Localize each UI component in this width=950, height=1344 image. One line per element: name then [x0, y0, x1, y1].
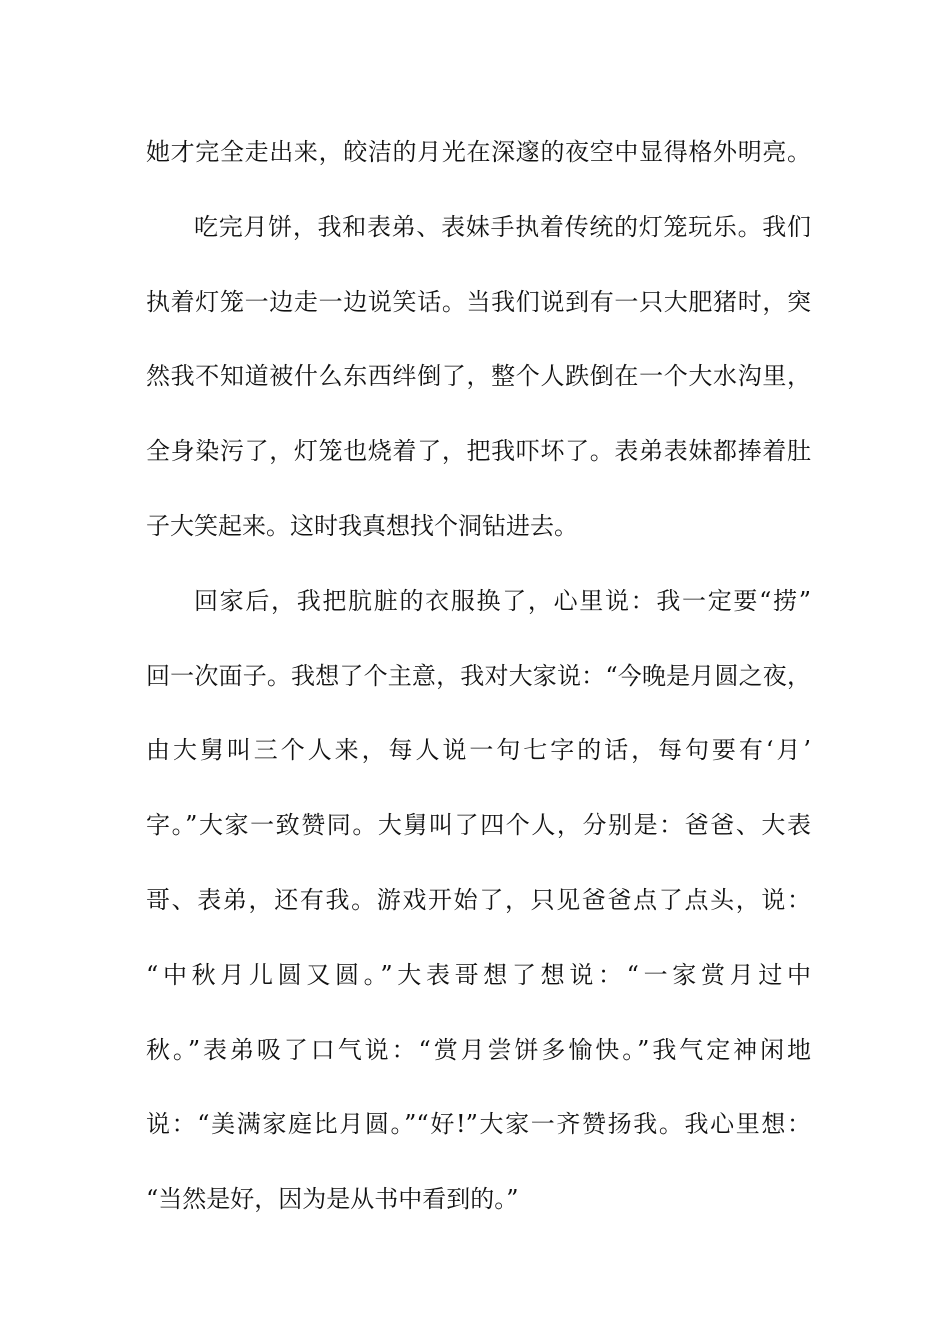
text-line-10: 字。”大家一致赞同。大舅叫了四个人，分别是：爸爸、大表	[146, 811, 811, 840]
text-line-7: 回家后，我把肮脏的衣服换了，心里说：我一定要“捞”	[194, 586, 811, 615]
text-line-9: 由大舅叫三个人来，每人说一句七字的话，每句要有‘月’	[146, 736, 811, 765]
text-line-14: 说：“美满家庭比月圆。”“好!”大家一齐赞扬我。我心里想：	[146, 1110, 811, 1139]
text-line-8: 回一次面子。我想了个主意，我对大家说：“今晚是月圆之夜，	[146, 661, 811, 690]
text-line-12: “中秋月儿圆又圆。”大表哥想了想说：“一家赏月过中	[146, 960, 811, 989]
text-line-1: 她才完全走出来，皎洁的月光在深邃的夜空中显得格外明亮。	[146, 138, 811, 166]
text-line-15: “当然是好，因为是从书中看到的。”	[146, 1185, 519, 1214]
text-line-5: 全身染污了，灯笼也烧着了，把我吓坏了。表弟表妹都捧着肚	[146, 437, 811, 466]
text-line-2: 吃完月饼，我和表弟、表妹手执着传统的灯笼玩乐。我们	[194, 212, 811, 241]
essay-text	[146, 128, 811, 1250]
text-line-3: 执着灯笼一边走一边说笑话。当我们说到有一只大肥猪时，突	[146, 287, 811, 316]
text-line-4: 然我不知道被什么东西绊倒了，整个人跌倒在一个大水沟里，	[146, 362, 811, 391]
text-line-13: 秋。”表弟吸了口气说：“赏月尝饼多愉快。”我气定神闲地	[146, 1035, 811, 1064]
text-line-6: 子大笑起来。这时我真想找个洞钻进去。	[146, 511, 578, 540]
text-line-11: 哥、表弟，还有我。游戏开始了，只见爸爸点了点头，说：	[146, 885, 811, 914]
